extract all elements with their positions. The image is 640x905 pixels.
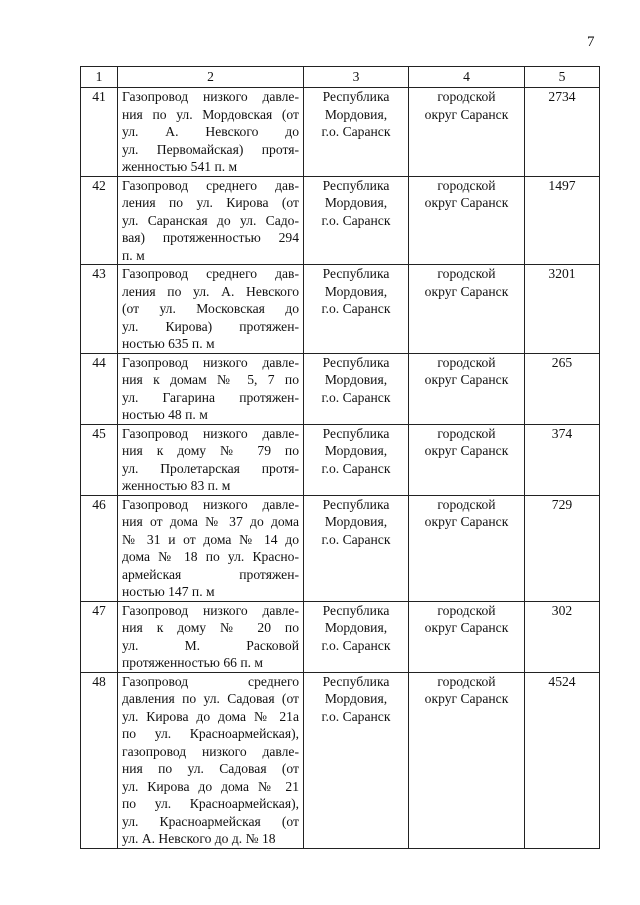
description-line: ул. Гагарина протяжен- bbox=[122, 389, 299, 405]
header-col-1: 1 bbox=[81, 67, 118, 88]
description-line: армейская протяжен- bbox=[122, 566, 299, 582]
row-number: 41 bbox=[81, 88, 118, 177]
district-line: городской bbox=[437, 266, 496, 281]
region-line: Республика bbox=[322, 673, 390, 689]
value-cell: 3201 bbox=[525, 265, 600, 354]
district-line: городской bbox=[437, 177, 496, 193]
value-cell: 302 bbox=[525, 601, 600, 672]
header-col-4: 4 bbox=[409, 67, 525, 88]
district-line: округ Саранск bbox=[424, 514, 509, 529]
district-line: городской bbox=[437, 425, 496, 441]
region-line: Республика bbox=[322, 177, 390, 193]
description-line: ул. Первомайская) протя- bbox=[122, 141, 299, 157]
region-line: Мордовия, bbox=[324, 514, 388, 529]
region-cell bbox=[304, 88, 409, 177]
district-line: городской bbox=[437, 602, 496, 618]
region-line: Республика bbox=[322, 425, 390, 441]
region-line: г.о. Саранск bbox=[321, 389, 391, 405]
region-line: г.о. Саранск bbox=[321, 301, 391, 316]
description-line: женностью 83 п. м bbox=[122, 478, 231, 493]
district-line: округ Саранск bbox=[424, 195, 509, 210]
district-line: округ Саранск bbox=[424, 283, 509, 299]
district-line: округ Саранск bbox=[424, 372, 509, 387]
district-cell bbox=[409, 88, 525, 177]
pipeline-description bbox=[118, 495, 304, 601]
region-cell bbox=[304, 495, 409, 601]
row-number: 44 bbox=[81, 353, 118, 424]
description-line: ностью 48 п. м bbox=[122, 407, 208, 422]
pipeline-description bbox=[118, 353, 304, 424]
description-line: Газопровод низкого давле- bbox=[122, 425, 299, 441]
table-row bbox=[81, 88, 600, 177]
description-line: женностью 541 п. м bbox=[122, 159, 238, 174]
value-cell: 1497 bbox=[525, 176, 600, 265]
region-cell bbox=[304, 424, 409, 495]
pipeline-description bbox=[118, 265, 304, 354]
district-line: округ Саранск bbox=[424, 691, 509, 706]
description-line: ния к дому № 20 по bbox=[122, 620, 299, 635]
description-line: Газопровод низкого давле- bbox=[122, 496, 299, 512]
region-line: Республика bbox=[322, 602, 390, 618]
region-line: г.о. Саранск bbox=[321, 708, 391, 724]
row-number: 47 bbox=[81, 601, 118, 672]
description-line: ния к домам № 5, 7 по bbox=[122, 372, 299, 387]
district-cell bbox=[409, 424, 525, 495]
description-line: ул. А. Невского до д. № 18 bbox=[122, 831, 276, 846]
header-col-5: 5 bbox=[525, 67, 600, 88]
description-line: ния по ул. Садовая (от bbox=[122, 761, 299, 776]
row-number: 42 bbox=[81, 176, 118, 265]
region-line: Мордовия, bbox=[324, 106, 388, 122]
district-cell bbox=[409, 176, 525, 265]
value-cell: 4524 bbox=[525, 672, 600, 848]
district-line: городской bbox=[437, 354, 496, 370]
description-line: по ул. Красноармейская), bbox=[122, 726, 299, 741]
district-line: округ Саранск bbox=[424, 106, 509, 122]
district-line: округ Саранск bbox=[424, 620, 509, 635]
description-line: протяженностью 66 п. м bbox=[122, 655, 264, 670]
region-cell bbox=[304, 176, 409, 265]
description-line: давления по ул. Садовая (от bbox=[122, 691, 299, 706]
description-line: ления по ул. Кирова (от bbox=[122, 195, 299, 210]
header-col-3: 3 bbox=[304, 67, 409, 88]
description-line: (от ул. Московская до bbox=[122, 301, 299, 316]
pipeline-description bbox=[118, 424, 304, 495]
region-line: г.о. Саранск bbox=[321, 212, 391, 228]
region-line: Республика bbox=[322, 354, 390, 370]
region-cell bbox=[304, 601, 409, 672]
pipeline-description bbox=[118, 672, 304, 848]
description-line: вая) протяженностью 294 bbox=[122, 230, 299, 245]
region-line: Мордовия, bbox=[324, 195, 388, 210]
description-line: ния по ул. Мордовская (от bbox=[122, 106, 299, 122]
table-row bbox=[81, 672, 600, 848]
table-row bbox=[81, 424, 600, 495]
header-col-2: 2 bbox=[118, 67, 304, 88]
region-line: г.о. Саранск bbox=[321, 637, 391, 653]
description-line: ния к дому № 79 по bbox=[122, 443, 299, 458]
description-line: Газопровод низкого давле- bbox=[122, 354, 299, 370]
page-number: 7 bbox=[587, 34, 595, 50]
district-cell bbox=[409, 265, 525, 354]
region-cell bbox=[304, 353, 409, 424]
region-line: Республика bbox=[322, 266, 390, 281]
row-number: 45 bbox=[81, 424, 118, 495]
description-line: ул. Кирова до дома № 21 bbox=[122, 778, 299, 794]
table-row bbox=[81, 601, 600, 672]
description-line: ностью 147 п. м bbox=[122, 584, 215, 599]
description-line: ул. Пролетарская протя- bbox=[122, 460, 299, 476]
table-row bbox=[81, 176, 600, 265]
district-cell bbox=[409, 601, 525, 672]
description-line: ул. Красноармейская (от bbox=[122, 813, 299, 829]
table-header bbox=[81, 67, 600, 88]
description-line: п. м bbox=[122, 247, 145, 263]
region-cell bbox=[304, 672, 409, 848]
region-line: Республика bbox=[322, 496, 390, 512]
table-row bbox=[81, 495, 600, 601]
pipeline-description bbox=[118, 176, 304, 265]
region-line: Мордовия, bbox=[324, 372, 388, 387]
row-number: 46 bbox=[81, 495, 118, 601]
district-line: округ Саранск bbox=[424, 443, 509, 458]
table-row bbox=[81, 265, 600, 354]
gas-pipeline-table bbox=[80, 66, 600, 849]
region-line: Мордовия, bbox=[324, 283, 388, 299]
region-line: Мордовия, bbox=[324, 691, 388, 706]
row-number: 43 bbox=[81, 265, 118, 354]
description-line: дома № 18 по ул. Красно- bbox=[122, 549, 299, 564]
region-line: Республика bbox=[322, 89, 390, 104]
district-line: городской bbox=[437, 89, 496, 104]
region-line: г.о. Саранск bbox=[321, 531, 391, 547]
value-cell: 729 bbox=[525, 495, 600, 601]
district-line: городской bbox=[437, 673, 496, 689]
description-line: ул. Саранская до ул. Садо- bbox=[122, 212, 299, 228]
value-cell: 2734 bbox=[525, 88, 600, 177]
pipeline-description bbox=[118, 88, 304, 177]
region-line: г.о. Саранск bbox=[321, 460, 391, 476]
description-line: Газопровод среднего дав- bbox=[122, 177, 299, 193]
district-cell bbox=[409, 353, 525, 424]
value-cell: 265 bbox=[525, 353, 600, 424]
description-line: Газопровод среднего дав- bbox=[122, 266, 299, 281]
description-line: ления по ул. А. Невского bbox=[122, 283, 299, 299]
district-cell bbox=[409, 495, 525, 601]
table-body bbox=[81, 88, 600, 849]
description-line: ния от дома № 37 до дома bbox=[122, 514, 299, 529]
description-line: № 31 и от дома № 14 до bbox=[122, 531, 299, 547]
region-cell bbox=[304, 265, 409, 354]
row-number: 48 bbox=[81, 672, 118, 848]
description-line: Газопровод низкого давле- bbox=[122, 89, 299, 104]
description-line: ул. М. Расковой bbox=[122, 637, 299, 653]
region-line: Мордовия, bbox=[324, 443, 388, 458]
description-line: Газопровод низкого давле- bbox=[122, 602, 299, 618]
header-row bbox=[81, 67, 600, 88]
district-cell bbox=[409, 672, 525, 848]
table-row bbox=[81, 353, 600, 424]
description-line: Газопровод среднего bbox=[122, 673, 299, 689]
region-line: г.о. Саранск bbox=[321, 124, 391, 139]
district-line: городской bbox=[437, 496, 496, 512]
value-cell: 374 bbox=[525, 424, 600, 495]
description-line: ностью 635 п. м bbox=[122, 336, 215, 351]
pipeline-description bbox=[118, 601, 304, 672]
description-line: ул. Кирова) протяжен- bbox=[122, 318, 299, 334]
description-line: по ул. Красноармейская), bbox=[122, 796, 299, 811]
region-line: Мордовия, bbox=[324, 620, 388, 635]
description-line: ул. Кирова до дома № 21а bbox=[122, 708, 299, 724]
description-line: ул. А. Невского до bbox=[122, 124, 299, 139]
description-line: газопровод низкого давле- bbox=[122, 743, 299, 759]
